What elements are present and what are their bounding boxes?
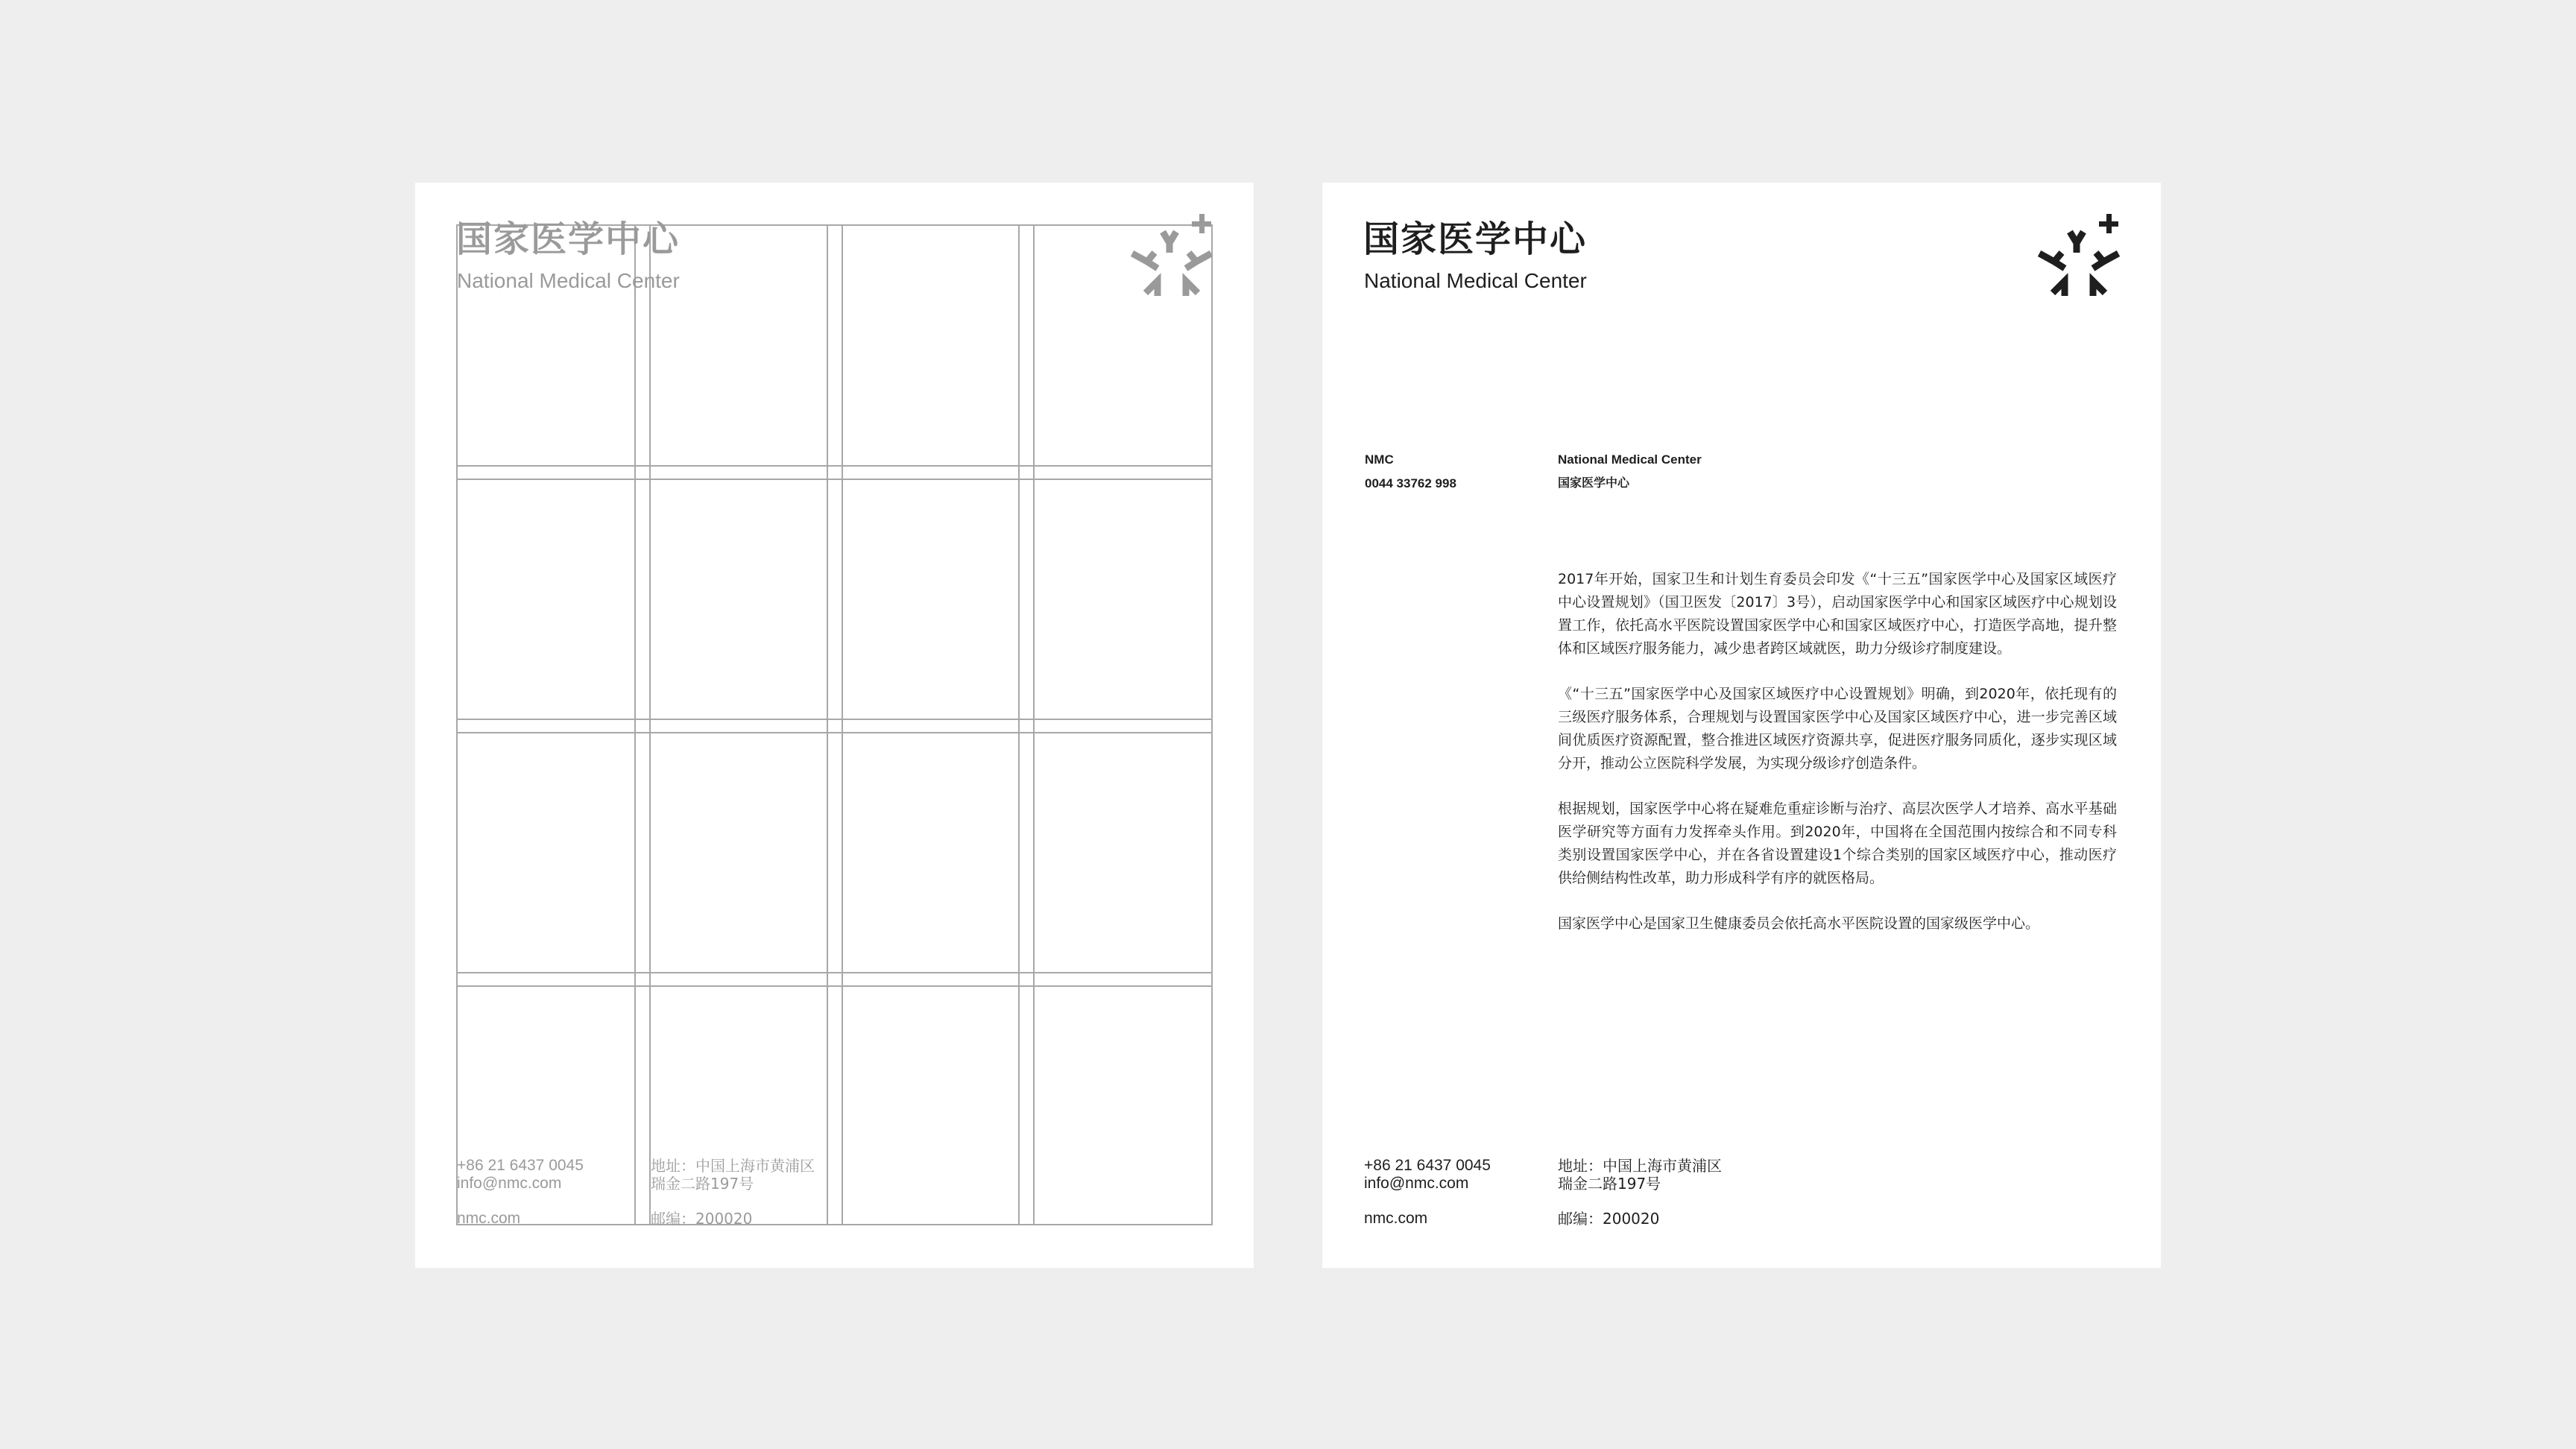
info-name-en: National Medical Center <box>1558 452 1702 467</box>
org-name-en: National Medical Center <box>457 269 680 292</box>
footer-phone: +86 21 6437 0045 <box>1364 1157 1491 1174</box>
body-paragraph: 《“十三五”国家医学中心及国家区域医疗中心设置规划》明确，到2020年，依托现有的三级医疗服务体系，合理规划与设置国家医学中心及国家区域医疗中心，进一步完善区域间优质医疗资源配置，整合推进区域医疗资源共享，促进医疗服务同质化，逐步实现区域分开，推动公立医院科学发展，为实现分级诊疗创造条件。 <box>1558 686 2117 771</box>
footer-phone: +86 21 6437 0045 <box>457 1157 584 1174</box>
info-abbr: NMC <box>1365 452 1394 467</box>
letterhead-grid-sheet <box>415 183 1254 1268</box>
info-phone: 0044 33762 998 <box>1365 476 1456 490</box>
body-paragraph: 根据规划，国家医学中心将在疑难危重症诊断与治疗、高层次医学人才培养、高水平基础医学研究等方面有力发挥牵头作用。到2020年，中国将在全国范围内按综合和不同专科类别设置国家医学中心，并在各省设置建设1个综合类别的国家区域医疗中心，推动医疗供给侧结构性改革，助力形成科学有序的就医格局。 <box>1558 801 2117 886</box>
footer-address <box>1558 1157 1722 1193</box>
letterhead-sheet <box>1322 183 2161 1268</box>
body-paragraph: 国家医学中心是国家卫生健康委员会依托高水平医院设置的国家级医学中心。 <box>1558 915 2040 932</box>
layout-grid-overlay <box>415 183 1254 1268</box>
footer-address-line2: 瑞金二路197号 <box>1558 1175 1661 1193</box>
footer-address-line1: 地址：中国上海市黄浦区 <box>1558 1157 1722 1175</box>
footer-website: nmc.com <box>457 1210 521 1227</box>
footer-contact <box>457 1157 584 1193</box>
footer-address-line1: 地址：中国上海市黄浦区 <box>651 1157 815 1175</box>
info-name-cn: 国家医学中心 <box>1558 476 1630 490</box>
footer-postcode: 邮编：200020 <box>651 1210 753 1228</box>
footer-website: nmc.com <box>1364 1210 1428 1227</box>
org-name-cn: 国家医学中心 <box>456 218 681 260</box>
nmc-logo-icon <box>2036 212 2130 306</box>
org-name-en: National Medical Center <box>1364 269 1587 292</box>
org-name-cn: 国家医学中心 <box>1363 218 1588 260</box>
letter-body <box>1558 568 2117 958</box>
body-paragraph: 2017年开始，国家卫生和计划生育委员会印发《“十三五”国家医学中心及国家区域医疗中心设置规划》（国卫医发〔2017〕3号），启动国家医学中心和国家区域医疗中心规划设置工作，依托高水平医院设置国家医学中心和国家区域医疗中心，打造医学高地，提升整体和区域医疗服务能力，减少患者跨区域就医，助力分级诊疗制度建设。 <box>1558 571 2117 657</box>
footer-address-line2: 瑞金二路197号 <box>651 1175 754 1193</box>
footer-postcode: 邮编：200020 <box>1558 1210 1660 1228</box>
footer-address <box>651 1157 815 1193</box>
footer-email: info@nmc.com <box>1364 1175 1469 1192</box>
footer-contact <box>1364 1157 1491 1193</box>
footer-email: info@nmc.com <box>457 1175 562 1192</box>
nmc-logo-icon <box>1129 212 1223 306</box>
